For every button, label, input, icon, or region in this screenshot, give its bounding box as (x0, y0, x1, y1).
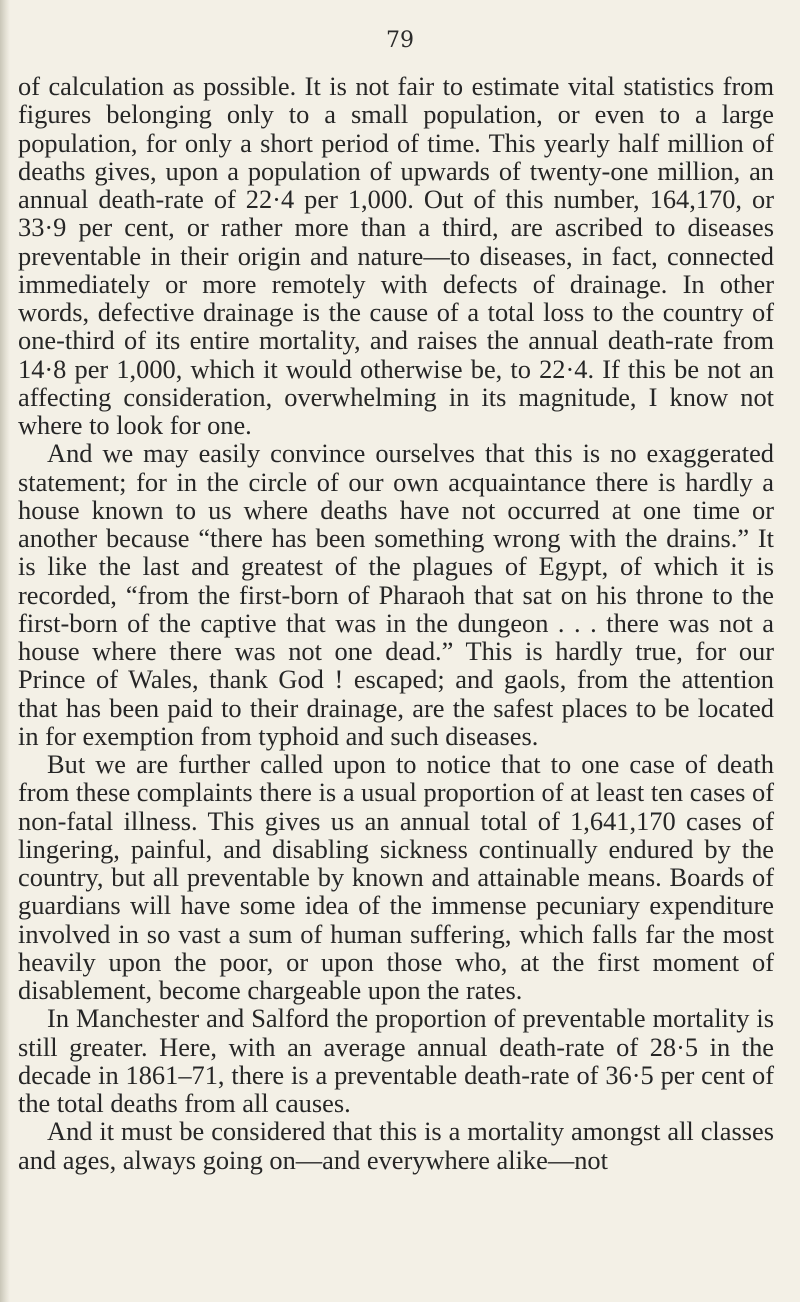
page-number: 79 (386, 28, 414, 53)
paragraph: And it must be considered that this is a mortality amongst all classes and ages, always going on—and everywhere alike—not (18, 1116, 774, 1175)
paragraph: And we may easily convince ourselves that this is no exaggerated statement; for in the circle of our own acquaintance there is hardly a house known to us where deaths have not occurred at one time or another because “there has been something wrong with the drains.” It is like the last and greatest of the plagues of Egypt, of which it is recorded, “from the first-born of Pharaoh that sat on his throne to the first-born of the captive that was in the dungeon . . . there was not a house where there was not one dead.” This is hardly true, for our Prince of Wales, thank God ! escaped; and gaols, from the attention that has been paid to their drainage, are the safest places to be located in for exemption from typhoid and such diseases. (18, 438, 774, 751)
body-text (18, 72, 774, 1174)
paragraph: In Manchester and Salford the proportion of preventable mortality is still greater. Here, with an average annual death-rate of 28·5 in the decade in 1861–71, there is a preventable death-rate of 36·5 per cent of the total deaths from all causes. (18, 1003, 774, 1118)
paragraph-continued: of calculation as possible. It is not fair to estimate vital statistics from figures belonging only to a small population, or even to a large population, for only a short period of time. This yearly half million of deaths gives, upon a population of upwards of twenty-one million, an annual death-rate of 22·4 per 1,000. Out of this number, 164,170, or 33·9 per cent, or rather more than a third, are ascribed to diseases preventable in their origin and nature—to diseases, in fact, connected immediately or more remotely with defects of drainage. In other words, defective drainage is the cause of a total loss to the country of one-third of its entire mortality, and raises the annual death-rate from 14·8 per 1,000, which it would otherwise be, to 22·4. If this be not an affecting consideration, overwhelming in its magnitude, I know not where to look for one. (18, 71, 774, 440)
paragraph: But we are further called upon to notice that to one case of death from these complaints there is a usual proportion of at least ten cases of non-fatal illness. This gives us an annual total of 1,641,170 cases of lingering, painful, and disabling sickness continually endured by the country, but all preventable by known and attainable means. Boards of guardians will have some idea of the immense pecuniary expenditure involved in so vast a sum of human suffering, which falls far the most heavily upon the poor, or upon those who, at the first moment of disablement, become chargeable upon the rates. (18, 749, 774, 1005)
page-gutter-shadow (0, 0, 10, 1302)
